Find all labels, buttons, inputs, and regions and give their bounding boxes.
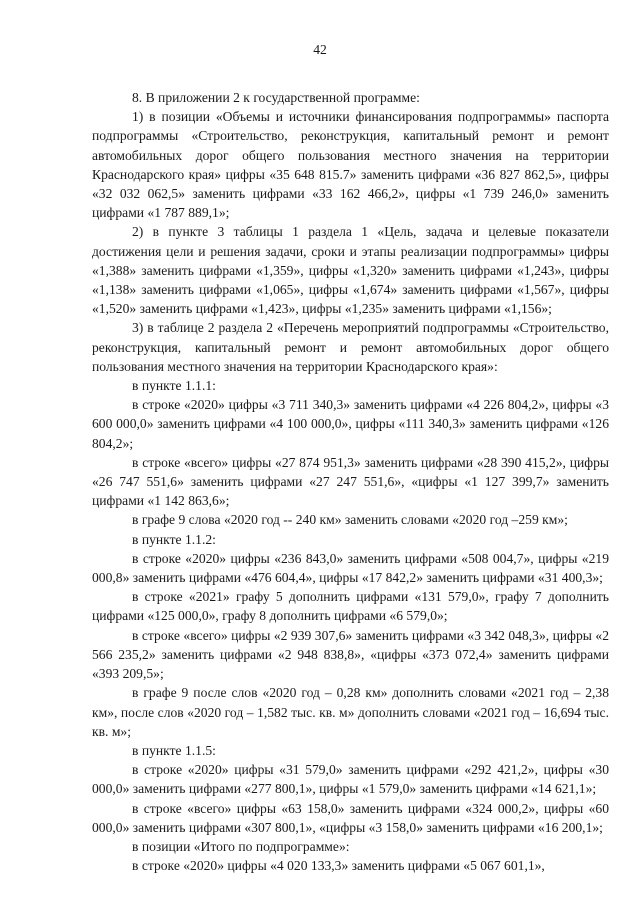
paragraph: в строке «всего» цифры «63 158,0» заменить цифрами «324 000,2», цифры «60 000,0» заменить цифрами «307 800,1», «цифры «3 158,0» заменить цифрами «16 200,1»; bbox=[92, 800, 609, 835]
paragraph: в строке «всего» цифры «27 874 951,3» заменить цифрами «28 390 415,2», цифры «26 747 551,6» заменить цифрами «27 247 551,6», «цифры «1 127 399,7» заменить цифрами «1 142 863,6»; bbox=[92, 454, 609, 509]
page-number: 42 bbox=[313, 42, 327, 57]
paragraph: в пункте 1.1.2: bbox=[132, 531, 216, 547]
paragraph: 8. В приложении 2 к государственной программе: bbox=[132, 90, 420, 105]
paragraph: в пункте 1.1.1: bbox=[132, 378, 216, 394]
document-body bbox=[92, 88, 609, 875]
paragraph: в графе 9 после слов «2020 год – 0,28 км» дополнить словами «2021 год – 2,38 км», после слов «2020 год – 1,582 тыс. кв. м» дополнить словами «2021 год – 16,694 тыс. кв. м»; bbox=[92, 685, 609, 739]
paragraph: в строке «2020» цифры «236 843,0» заменить цифрами «508 004,7», цифры «219 000,8» заменить цифрами «476 604,4», цифры «17 842,2» заменить цифрами «31 400,3»; bbox=[92, 550, 609, 586]
paragraph: в графе 9 слова «2020 год -- 240 км» заменить словами «2020 год –259 км»; bbox=[132, 512, 568, 528]
paragraph: в строке «2020» цифры «4 020 133,3» заменить цифрами «5 067 601,1», bbox=[132, 858, 545, 874]
paragraph: в строке «2021» графу 5 дополнить цифрами «131 579,0», графу 7 дополнить цифрами «125 000,0», графу 8 дополнить цифрами «6 579,0»; bbox=[92, 589, 609, 624]
paragraph: в строке «2020» цифры «3 711 340,3» заменить цифрами «4 226 804,2», цифры «3 600 000,0» заменить цифрами «4 100 000,0», цифры «111 340,3» заменить цифрами «126 804,2»; bbox=[92, 397, 609, 451]
paragraph: в строке «2020» цифры «31 579,0» заменить цифрами «292 421,2», цифры «30 000,0» заменить цифрами «277 800,1», цифры «1 579,0» заменить цифрами «14 621,1»; bbox=[92, 762, 609, 797]
paragraph: в строке «всего» цифры «2 939 307,6» заменить цифрами «3 342 048,3», цифры «2 566 235,2» заменить цифрами «2 948 838,8», «цифры «373 072,4» заменить цифрами «393 209,5»; bbox=[92, 627, 609, 682]
paragraph: в позиции «Итого по подпрограмме»: bbox=[132, 838, 350, 854]
paragraph: в пункте 1.1.5: bbox=[132, 742, 216, 758]
paragraph: 1) в позиции «Объемы и источники финансирования подпрограммы» паспорта подпрограммы «Строительство, реконструкция, капитальный ремонт и ремонт автомобильных дорог общего пользования местного значения на территории Краснодарского края» цифры «35 648 815.7» заменить цифрами «36 827 862,5», цифры «32 032 062,5» заменить цифрами «33 162 466,2», цифры «1 739 246,0» заменить цифрами «1 787 889,1»; bbox=[92, 109, 609, 221]
paragraph: 3) в таблице 2 раздела 2 «Перечень мероприятий подпрограммы «Строительство, реконструкция, капитальный ремонт и ремонт автомобильных дорог общего пользования местного значения на территории Краснодарского края»: bbox=[92, 320, 609, 374]
paragraph: 2) в пункте 3 таблицы 1 раздела 1 «Цель, задача и целевые показатели достижения цели и решения задачи, сроки и этапы реализации подпрограммы» цифры «1,388» заменить цифрами «1,359», цифры «1,320» заменить цифрами «1,243», цифры «1,138» заменить цифрами «1,065», цифры «1,674» заменить цифрами «1,567», цифры «1,520» заменить цифрами «1,423», цифры «1,235» заменить цифрами «1,156»; bbox=[92, 224, 609, 317]
